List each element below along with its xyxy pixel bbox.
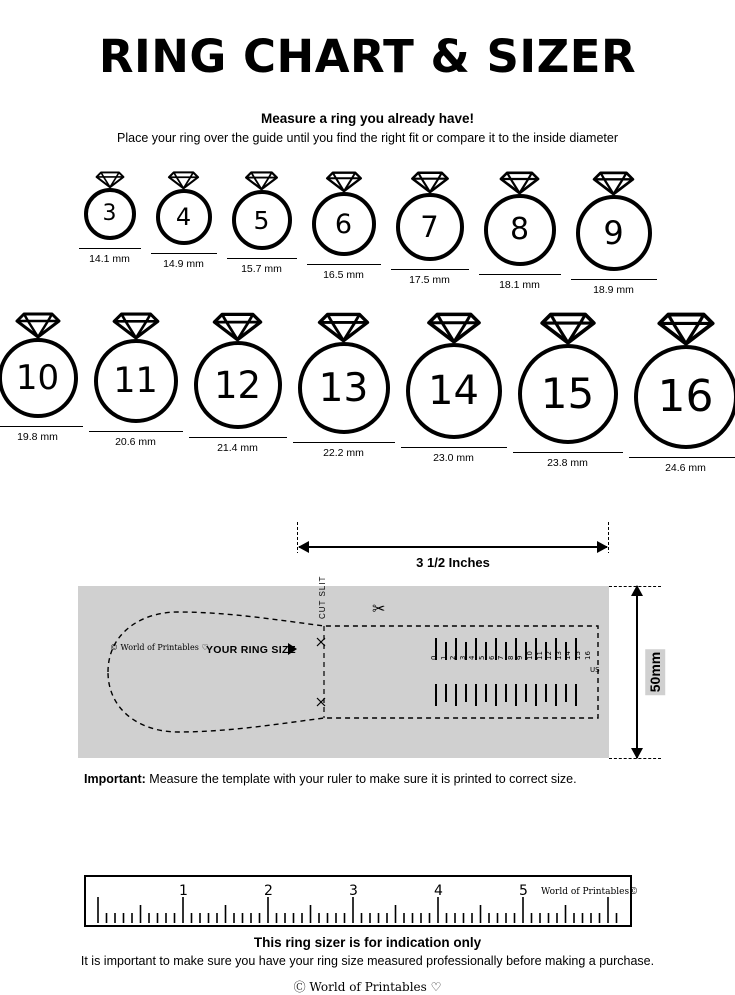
ring-size-cell (79, 171, 141, 265)
ring-band-circle (232, 190, 292, 250)
ring-diameter-label: 14.9 mm (163, 258, 204, 270)
diameter-rule (89, 431, 183, 432)
ring-size-cell (151, 171, 217, 270)
strip-number: 10 (526, 651, 534, 660)
ring-band-circle (576, 195, 652, 271)
ring-size-cell (479, 171, 561, 291)
ring-size-cell (391, 171, 469, 286)
ruler-number: 4 (434, 883, 443, 899)
strip-end-label: US (590, 666, 600, 674)
ring-illustration (634, 312, 735, 449)
strip-number: 1 (440, 656, 448, 660)
diameter-rule (391, 269, 469, 270)
ring-illustration (156, 171, 212, 245)
footer-block (0, 935, 735, 995)
ring-band-circle (194, 341, 282, 429)
ring-illustration (576, 171, 652, 271)
ruler-number: 5 (519, 883, 528, 899)
diameter-rule (401, 447, 507, 448)
ring-band-circle (406, 343, 502, 439)
ring-size-number: 7 (420, 213, 438, 242)
ring-diameter-label: 22.2 mm (323, 447, 364, 459)
strip-number: 16 (584, 651, 592, 660)
strip-number: 14 (564, 651, 572, 660)
footer-brand-mark: Ⓒ World of Printables ♡ (0, 978, 735, 995)
ring-size-cell (513, 312, 623, 469)
diameter-rule (571, 279, 657, 280)
strip-number: 3 (459, 656, 467, 660)
strip-number: 2 (449, 656, 457, 660)
ring-band-circle (298, 342, 390, 434)
ring-diameter-label: 15.7 mm (241, 263, 282, 275)
height-arrow-icon (636, 586, 638, 758)
ring-size-cell (307, 171, 381, 281)
diameter-rule (151, 253, 217, 254)
ring-size-number: 3 (103, 203, 117, 225)
diameter-rule (513, 452, 623, 453)
your-ring-size-label: YOUR RING SIZE (206, 644, 296, 656)
width-label: 3 1/2 Inches (297, 553, 609, 572)
ring-band-circle (484, 194, 556, 266)
ring-row-2 (0, 312, 735, 474)
ring-size-number: 9 (603, 217, 623, 249)
diamond-icon (537, 312, 599, 344)
ring-row-1 (0, 171, 735, 296)
ring-illustration (396, 171, 464, 261)
ring-band-circle (94, 339, 178, 423)
printed-ruler (84, 875, 632, 930)
ring-illustration (0, 312, 78, 418)
ring-diameter-label: 21.4 mm (217, 442, 258, 454)
pointer-triangle-icon (288, 643, 297, 655)
width-dimension (297, 522, 609, 562)
strip-number: 15 (574, 651, 582, 660)
ring-band-circle (312, 192, 376, 256)
ring-illustration (232, 171, 292, 250)
diamond-icon (654, 312, 718, 345)
ring-size-number: 15 (541, 373, 594, 415)
ring-size-number: 6 (335, 211, 352, 238)
strip-number: 9 (516, 656, 524, 660)
strip-number: 7 (497, 656, 505, 660)
ring-size-number: 11 (113, 364, 158, 399)
important-text: Measure the template with your ruler to make sure it is printed to correct size. (146, 772, 577, 786)
ring-size-number: 10 (16, 361, 59, 395)
strip-number: 6 (488, 656, 496, 660)
ring-band-circle (156, 189, 212, 245)
strip-number: 12 (545, 651, 553, 660)
ring-band-circle (0, 338, 78, 418)
diamond-icon (166, 171, 201, 189)
ring-illustration (194, 312, 282, 429)
ruler-number: 2 (264, 883, 273, 899)
ring-diameter-label: 18.1 mm (499, 279, 540, 291)
ring-sizer-page (0, 30, 735, 981)
footer-subtext: It is important to make sure you have your ring size measured professionally before making a purchase. (0, 954, 735, 968)
diameter-rule (479, 274, 561, 275)
ring-size-cell (571, 171, 657, 296)
ring-size-number: 8 (510, 215, 529, 245)
strip-number: 13 (555, 651, 563, 660)
ring-diameter-label: 16.5 mm (323, 269, 364, 281)
ring-size-number: 14 (428, 371, 479, 411)
scissors-icon: ✂ (372, 602, 385, 618)
intro-block (0, 111, 735, 145)
ring-diameter-label: 19.8 mm (17, 431, 58, 443)
intro-subtext: Place your ring over the guide until you find the right fit or compare it to the inside diameter (0, 131, 735, 145)
ruler-ticks (86, 877, 630, 925)
ring-diameter-label: 23.8 mm (547, 457, 588, 469)
ring-band-circle (84, 188, 136, 240)
cut-slit-label: CUT SLIT (318, 576, 327, 619)
diamond-icon (110, 312, 162, 339)
intro-heading: Measure a ring you already have! (0, 111, 735, 126)
diamond-icon (497, 171, 542, 194)
diameter-rule (189, 437, 287, 438)
sizer-template-section (0, 514, 735, 754)
strip-number: 8 (507, 656, 515, 660)
ring-diameter-label: 23.0 mm (433, 452, 474, 464)
ring-illustration (518, 312, 618, 444)
diameter-rule (293, 442, 395, 443)
strip-number: 4 (468, 656, 476, 660)
ring-size-number: 16 (658, 375, 714, 419)
ring-band-circle (396, 193, 464, 261)
ring-size-cell (227, 171, 297, 275)
strip-number: 11 (536, 651, 544, 660)
diamond-icon (324, 171, 364, 192)
ring-size-number: 4 (176, 205, 191, 229)
diameter-rule (629, 457, 735, 458)
important-note (84, 772, 577, 786)
sizer-template-box (78, 586, 609, 758)
diamond-icon (13, 312, 63, 338)
diamond-icon (94, 171, 126, 188)
ruler-brand-mark: World of Printables© (541, 887, 638, 897)
diameter-rule (307, 264, 381, 265)
diamond-icon (315, 312, 372, 342)
ring-band-circle (518, 344, 618, 444)
ring-illustration (94, 312, 178, 423)
ring-size-number: 12 (214, 367, 261, 404)
ring-size-cell (629, 312, 735, 474)
ring-size-cell (0, 312, 83, 443)
ruler-body (84, 875, 632, 927)
height-dimension (618, 586, 658, 758)
ring-illustration (298, 312, 390, 434)
ring-size-cell (401, 312, 507, 464)
page-title: RING CHART & SIZER (0, 30, 735, 83)
diameter-rule (79, 248, 141, 249)
diamond-icon (424, 312, 484, 343)
ring-illustration (84, 171, 136, 240)
diamond-icon (409, 171, 451, 193)
strip-number: 0 (430, 656, 438, 660)
diameter-rule (227, 258, 297, 259)
ring-size-number: 13 (319, 369, 369, 408)
ring-illustration (484, 171, 556, 266)
strip-number-scale (430, 660, 590, 684)
ring-diameter-label: 18.9 mm (593, 284, 634, 296)
footer-heading: This ring sizer is for indication only (0, 935, 735, 950)
ring-size-cell (89, 312, 183, 448)
diamond-icon (210, 312, 265, 341)
diameter-rule (0, 426, 83, 427)
ring-size-cell (293, 312, 395, 459)
ring-diameter-label: 24.6 mm (665, 462, 706, 474)
ring-illustration (312, 171, 376, 256)
ring-illustration (406, 312, 502, 439)
ring-band-circle (634, 345, 735, 449)
strip-number: 5 (478, 656, 486, 660)
height-label: 50mm (645, 649, 665, 695)
diamond-icon (243, 171, 280, 190)
important-label: Important: (84, 772, 146, 786)
ring-size-number: 5 (254, 208, 270, 233)
ring-diameter-label: 20.6 mm (115, 436, 156, 448)
ruler-number: 1 (179, 883, 188, 899)
ring-size-cell (189, 312, 287, 454)
diamond-icon (590, 171, 637, 195)
ruler-number: 3 (349, 883, 358, 899)
ring-diameter-label: 17.5 mm (409, 274, 450, 286)
width-arrow-icon (299, 546, 607, 548)
template-brand-mark: © World of Printables ♡ (110, 643, 209, 652)
ring-diameter-label: 14.1 mm (89, 253, 130, 265)
